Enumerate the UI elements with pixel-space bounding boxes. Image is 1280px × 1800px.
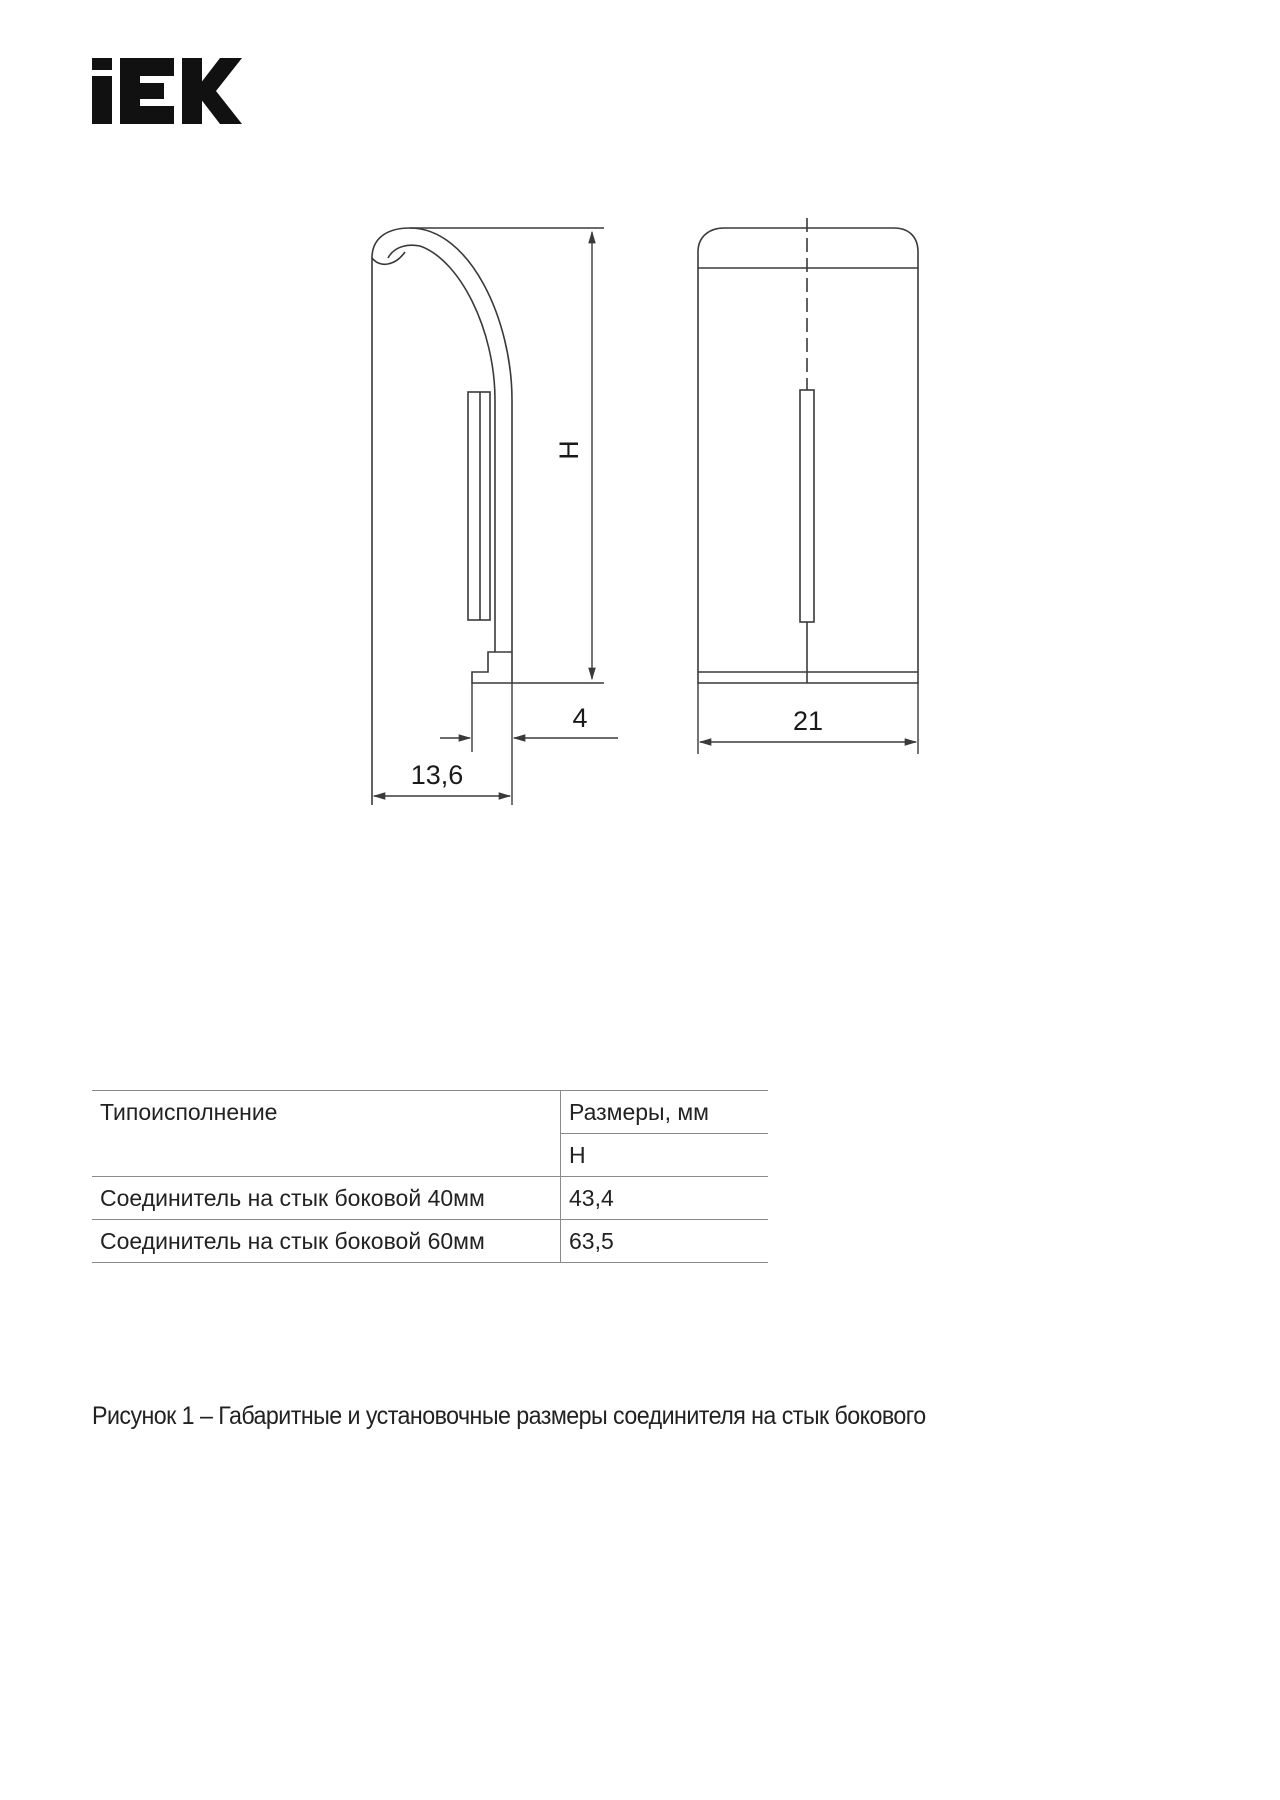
table-header-row — [92, 1091, 768, 1134]
header-sizes: Размеры, мм — [561, 1091, 769, 1134]
table-row — [92, 1220, 768, 1263]
row-h: 43,4 — [561, 1177, 769, 1220]
front-view — [698, 218, 918, 683]
side-view — [372, 228, 512, 805]
dim-thickness-label: 4 — [572, 703, 588, 733]
row-h: 63,5 — [561, 1220, 769, 1263]
dim-height-label: H — [554, 440, 584, 460]
header-type: Типоисполнение — [92, 1091, 561, 1177]
row-type: Соединитель на стык боковой 40мм — [92, 1177, 561, 1220]
dimension-4 — [440, 683, 618, 805]
dimensions-table — [92, 1090, 768, 1263]
dim-depth-label: 13,6 — [410, 760, 464, 790]
header-h: H — [561, 1134, 769, 1177]
figure-caption: Рисунок 1 – Габаритные и установочные размеры соединителя на стык бокового — [92, 1402, 926, 1430]
dim-width-label: 21 — [792, 706, 824, 736]
table-row — [92, 1177, 768, 1220]
row-type: Соединитель на стык боковой 60мм — [92, 1220, 561, 1263]
